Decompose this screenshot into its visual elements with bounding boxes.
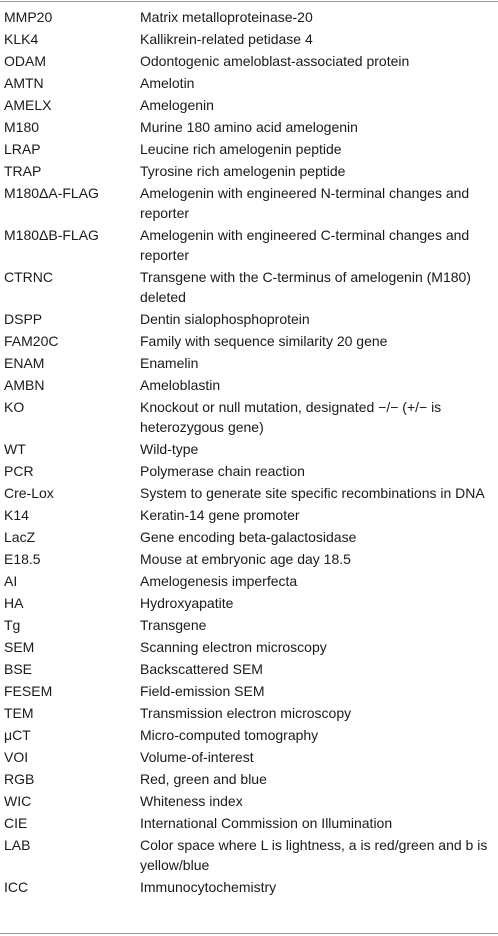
definition-cell: Murine 180 amino acid amelogenin — [140, 119, 358, 135]
definition-cell: Amelotin — [140, 75, 195, 91]
definition-cell: Polymerase chain reaction — [140, 463, 305, 479]
abbreviation-cell: AMBN — [4, 377, 45, 393]
table-row — [0, 138, 498, 160]
table-row — [0, 308, 498, 330]
definition-cell: Family with sequence similarity 20 gene — [140, 333, 388, 349]
abbreviation-cell: TEM — [4, 705, 34, 721]
definition-cell: Amelogenin with engineered C-terminal changes and reporter — [140, 227, 470, 263]
abbreviation-cell: WT — [4, 441, 26, 457]
top-rule — [0, 1, 498, 2]
table-row — [0, 460, 498, 482]
definition-cell: Ameloblastin — [140, 377, 221, 393]
abbreviation-cell: KO — [4, 399, 25, 415]
abbreviation-cell: AI — [4, 573, 18, 589]
definition-cell: Volume-of-interest — [140, 749, 254, 765]
definition-cell: International Commission on Illumination — [140, 815, 393, 831]
abbreviation-cell: AMELX — [4, 97, 52, 113]
abbreviation-cell: AMTN — [4, 75, 44, 91]
table-row — [0, 374, 498, 396]
definition-cell: Dentin sialophosphoprotein — [140, 311, 310, 327]
table-row — [0, 526, 498, 548]
table-row — [0, 160, 498, 182]
table-row — [0, 702, 498, 724]
abbreviation-cell: K14 — [4, 507, 29, 523]
abbreviation-cell: WIC — [4, 793, 32, 809]
abbreviation-cell: FAM20C — [4, 333, 59, 349]
definition-cell: Micro-computed tomography — [140, 727, 319, 743]
bottom-rule — [0, 933, 498, 934]
abbreviation-cell: M180 — [4, 119, 40, 135]
table-row — [0, 224, 498, 266]
table-row — [0, 266, 498, 308]
abbreviation-cell: BSE — [4, 661, 33, 677]
abbreviation-cell: LAB — [4, 837, 31, 853]
table-row — [0, 834, 498, 876]
definition-cell: Scanning electron microscopy — [140, 639, 327, 655]
definition-cell: Field-emission SEM — [140, 683, 265, 699]
table-row — [0, 94, 498, 116]
abbreviation-cell: Cre-Lox — [4, 485, 54, 501]
abbreviation-cell: μCT — [4, 727, 31, 743]
definition-cell: Matrix metalloproteinase-20 — [140, 9, 313, 25]
definition-cell: Mouse at embryonic age day 18.5 — [140, 551, 351, 567]
definition-cell: Enamelin — [140, 355, 199, 371]
definition-cell: Red, green and blue — [140, 771, 267, 787]
definition-cell: Amelogenin — [140, 97, 214, 113]
definition-cell: Amelogenin with engineered N-terminal changes and reporter — [140, 185, 470, 221]
table-row — [0, 396, 498, 438]
table-row — [0, 482, 498, 504]
definition-cell: Keratin-14 gene promoter — [140, 507, 300, 523]
definition-cell: Color space where L is lightness, a is red/green and b is yellow/blue — [140, 837, 488, 873]
table-row — [0, 724, 498, 746]
abbreviation-cell: RGB — [4, 771, 35, 787]
table-row — [0, 50, 498, 72]
definition-cell: Knockout or null mutation, designated −/− (+/− is heterozygous gene) — [140, 399, 442, 435]
table-row — [0, 504, 498, 526]
definition-cell: Amelogenesis imperfecta — [140, 573, 298, 589]
table-row — [0, 876, 498, 898]
abbreviation-cell: M180ΔB-FLAG — [4, 227, 99, 243]
abbreviations-table — [0, 6, 498, 898]
abbreviation-cell: ENAM — [4, 355, 45, 371]
abbreviation-cell: VOI — [4, 749, 29, 765]
abbreviation-cell: DSPP — [4, 311, 43, 327]
abbreviation-cell: LRAP — [4, 141, 41, 157]
definition-cell: System to generate site specific recombinations in DNA — [140, 485, 485, 501]
table-row — [0, 790, 498, 812]
abbreviation-cell: LacZ — [4, 529, 36, 545]
abbreviation-cell: KLK4 — [4, 31, 39, 47]
abbreviation-cell: HA — [4, 595, 24, 611]
definition-cell: Tyrosine rich amelogenin peptide — [140, 163, 346, 179]
abbreviation-cell: CTRNC — [4, 269, 53, 285]
table-row — [0, 352, 498, 374]
table-row — [0, 768, 498, 790]
definition-cell: Leucine rich amelogenin peptide — [140, 141, 342, 157]
table-row — [0, 658, 498, 680]
abbreviation-cell: E18.5 — [4, 551, 41, 567]
table-row — [0, 746, 498, 768]
table-row — [0, 636, 498, 658]
table-row — [0, 6, 498, 28]
table-row — [0, 438, 498, 460]
definition-cell: Whiteness index — [140, 793, 243, 809]
abbreviation-cell: MMP20 — [4, 9, 53, 25]
table-row — [0, 570, 498, 592]
abbreviation-cell: SEM — [4, 639, 35, 655]
table-row — [0, 812, 498, 834]
abbreviation-cell: Tg — [4, 617, 21, 633]
abbreviation-cell: M180ΔA-FLAG — [4, 185, 99, 201]
definition-cell: Odontogenic ameloblast-associated protein — [140, 53, 410, 69]
table-row — [0, 330, 498, 352]
table-row — [0, 592, 498, 614]
definition-cell: Kallikrein-related petidase 4 — [140, 31, 313, 47]
abbreviation-cell: FESEM — [4, 683, 53, 699]
definition-cell: Transgene with the C-terminus of amelogenin (M180) deleted — [140, 269, 471, 305]
table-row — [0, 548, 498, 570]
abbreviation-cell: PCR — [4, 463, 34, 479]
table-row — [0, 116, 498, 138]
abbreviation-cell: TRAP — [4, 163, 42, 179]
definition-cell: Wild-type — [140, 441, 199, 457]
abbreviation-cell: ODAM — [4, 53, 46, 69]
table-row — [0, 182, 498, 224]
definition-cell: Hydroxyapatite — [140, 595, 234, 611]
definition-cell: Backscattered SEM — [140, 661, 263, 677]
definition-cell: Gene encoding beta-galactosidase — [140, 529, 357, 545]
definition-cell: Transmission electron microscopy — [140, 705, 352, 721]
abbreviation-cell: ICC — [4, 879, 29, 895]
definition-cell: Immunocytochemistry — [140, 879, 277, 895]
definition-cell: Transgene — [140, 617, 207, 633]
table-row — [0, 28, 498, 50]
table-row — [0, 614, 498, 636]
table-row — [0, 72, 498, 94]
table-row — [0, 680, 498, 702]
abbreviation-cell: CIE — [4, 815, 28, 831]
